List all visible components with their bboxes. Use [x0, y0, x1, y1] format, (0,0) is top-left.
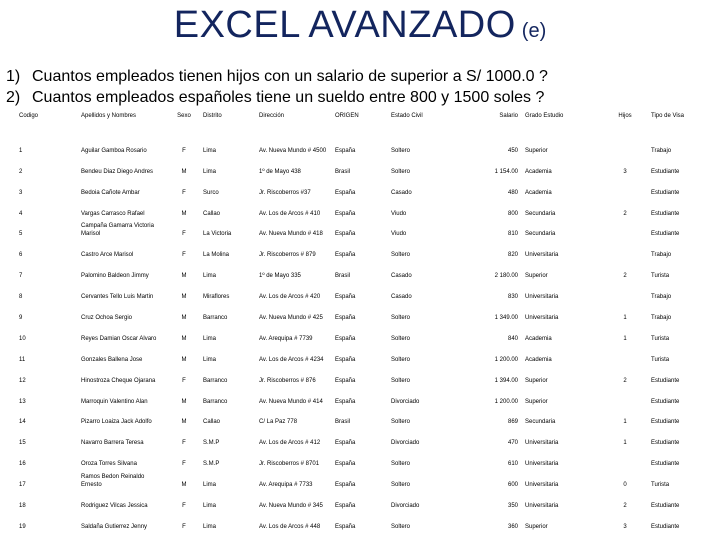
cell-estado-civil: Viudo [391, 231, 407, 238]
cell-codigo: 11 [19, 356, 26, 363]
cell-codigo: 15 [19, 440, 26, 447]
cell-apellidos-nombres: Ramos Bedon Reinaldo Ernesto [81, 474, 145, 489]
table-row [18, 406, 716, 427]
cell-direccion: Av. Nueva Mundo # 4500 [259, 147, 327, 154]
cell-distrito: Lima [203, 335, 217, 342]
header-distrito: Distrito [203, 113, 222, 119]
cell-grado-estudio: Universitaria [525, 482, 559, 489]
cell-origen: Brasil [335, 273, 351, 280]
cell-salario: 350 [507, 503, 518, 510]
cell-grado-estudio: Universitaria [525, 252, 559, 259]
cell-distrito: Callao [203, 419, 221, 426]
question-number: 1) [6, 68, 21, 85]
cell-apellidos-nombres: Cervantes Tello Luis Martin [81, 294, 154, 301]
table-row [18, 468, 716, 489]
cell-apellidos-nombres: Hinostroza Cheque Ojarana [81, 377, 156, 384]
table-row [18, 510, 716, 531]
table-header-row [18, 112, 716, 134]
cell-hijos [600, 218, 650, 239]
cell-hijos: 3 [623, 523, 627, 530]
cell-distrito: Barranco [203, 377, 228, 384]
cell-direccion: Jr. Riscoberros #37 [259, 189, 311, 196]
cell-hijos [600, 343, 650, 364]
cell-sexo: M [181, 315, 187, 322]
employee-table [18, 112, 716, 531]
table-row [18, 489, 716, 510]
cell-codigo: 5 [19, 231, 23, 238]
cell-hijos: 0 [623, 482, 627, 489]
cell-tipo-visa: Trabajo [651, 315, 672, 322]
cell-salario: 1 200.00 [494, 356, 518, 363]
cell-origen: Brasil [335, 419, 351, 426]
table-row [18, 343, 716, 364]
cell-origen: España [335, 398, 356, 405]
cell-codigo: 4 [19, 210, 23, 217]
question-text: Cuantos empleados españoles tiene un sueldo entre 800 y 1500 soles ? [32, 89, 545, 106]
cell-apellidos-nombres: Campaña Gamarra Victoria Marisol [81, 223, 154, 238]
cell-direccion: Av. Los de Arcos # 420 [259, 294, 321, 301]
cell-hijos [600, 134, 650, 155]
cell-tipo-visa: Estudiante [651, 168, 680, 175]
cell-direccion: Av. Los de Arcos # 4234 [259, 356, 324, 363]
cell-grado-estudio: Academia [525, 356, 552, 363]
cell-direccion: Jr. Riscoberros # 879 [259, 252, 316, 259]
cell-tipo-visa: Estudiante [651, 377, 680, 384]
table-row [18, 155, 716, 176]
cell-distrito: Surco [203, 189, 219, 196]
cell-tipo-visa: Estudiante [651, 398, 680, 405]
cell-estado-civil: Soltero [391, 147, 411, 154]
cell-apellidos-nombres: Saldaña Gutierrez Jenny [81, 523, 148, 530]
cell-hijos [600, 176, 650, 197]
cell-codigo: 1 [19, 147, 23, 154]
cell-estado-civil: Divorciado [391, 503, 420, 510]
cell-estado-civil: Soltero [391, 523, 411, 530]
table-row [18, 218, 716, 239]
cell-distrito: Barranco [203, 315, 228, 322]
table-row [18, 301, 716, 322]
cell-grado-estudio: Superior [525, 377, 548, 384]
cell-tipo-visa: Trabajo [651, 147, 672, 154]
table-row [18, 385, 716, 406]
cell-apellidos-nombres: Marroquin Valentino Alan [81, 398, 148, 405]
cell-hijos: 2 [623, 503, 627, 510]
cell-origen: España [335, 315, 356, 322]
table-row [18, 447, 716, 468]
cell-codigo: 14 [19, 419, 26, 426]
cell-sexo: F [182, 503, 186, 510]
cell-distrito: Lima [203, 356, 217, 363]
cell-apellidos-nombres: Bedoia Cañote Ambar [81, 189, 140, 196]
cell-estado-civil: Soltero [391, 419, 411, 426]
cell-direccion: C/ La Paz 778 [259, 419, 298, 426]
cell-estado-civil: Soltero [391, 482, 411, 489]
cell-hijos [600, 385, 650, 406]
cell-salario: 2 180.00 [494, 273, 518, 280]
table-row [18, 197, 716, 218]
cell-tipo-visa: Estudiante [651, 440, 680, 447]
cell-salario: 830 [507, 294, 518, 301]
cell-direccion: Av. Nueva Mundo # 345 [259, 503, 323, 510]
cell-estado-civil: Soltero [391, 168, 411, 175]
cell-apellidos-nombres: Palomino Baldeon Jimmy [81, 273, 149, 280]
cell-sexo: M [181, 482, 187, 489]
cell-estado-civil: Casado [391, 189, 412, 196]
cell-direccion: Jr. Riscoberros # 876 [259, 377, 316, 384]
cell-distrito: Lima [203, 273, 217, 280]
table-body [18, 134, 716, 531]
question-item [6, 87, 716, 108]
cell-codigo: 8 [19, 294, 23, 301]
cell-salario: 1 394.00 [494, 377, 518, 384]
cell-apellidos-nombres: Bendeu Diaz Diego Andres [81, 168, 154, 175]
cell-direccion: Av. Los de Arcos # 448 [259, 523, 321, 530]
cell-distrito: Lima [203, 523, 217, 530]
cell-sexo: M [181, 294, 187, 301]
cell-hijos: 2 [623, 210, 627, 217]
cell-distrito: Lima [203, 147, 217, 154]
cell-salario: 600 [507, 482, 518, 489]
cell-codigo: 19 [19, 523, 26, 530]
cell-sexo: F [182, 377, 186, 384]
cell-grado-estudio: Academia [525, 335, 552, 342]
cell-grado-estudio: Secundaria [525, 210, 556, 217]
header-grado-estudio: Grado Estudio [525, 113, 564, 119]
cell-estado-civil: Soltero [391, 252, 411, 259]
cell-sexo: M [181, 210, 187, 217]
cell-direccion: Av. Los de Arcos # 412 [259, 440, 321, 447]
header-codigo: Codigo [19, 113, 39, 119]
cell-apellidos-nombres: Aguilar Gamboa Rosario [81, 147, 147, 154]
header-estado-civil: Estado Civil [391, 113, 423, 119]
cell-salario: 480 [507, 189, 518, 196]
cell-sexo: F [182, 147, 186, 154]
cell-salario: 869 [507, 419, 518, 426]
cell-grado-estudio: Secundaria [525, 231, 556, 238]
cell-distrito: Miraflores [203, 294, 230, 301]
cell-sexo: F [182, 231, 186, 238]
header-origen: ORIGEN [335, 113, 359, 119]
table-row [18, 322, 716, 343]
cell-hijos: 1 [623, 419, 627, 426]
cell-distrito: Lima [203, 168, 217, 175]
cell-origen: España [335, 503, 356, 510]
cell-direccion: Av. Los de Arcos # 410 [259, 210, 321, 217]
header-sexo: Sexo [177, 113, 191, 119]
cell-estado-civil: Soltero [391, 377, 411, 384]
cell-origen: España [335, 189, 356, 196]
cell-grado-estudio: Universitaria [525, 315, 559, 322]
cell-tipo-visa: Trabajo [651, 294, 672, 301]
cell-tipo-visa: Estudiante [651, 503, 680, 510]
table-row [18, 238, 716, 259]
cell-grado-estudio: Universitaria [525, 440, 559, 447]
cell-direccion: 1º de Mayo 438 [259, 168, 301, 175]
header-apellidos-nombres: Apellidos y Nombres [81, 113, 137, 119]
cell-distrito: La Victoria [203, 231, 232, 238]
cell-tipo-visa: Estudiante [651, 523, 680, 530]
cell-sexo: M [181, 356, 187, 363]
cell-origen: España [335, 482, 356, 489]
cell-apellidos-nombres: Reyes Damian Oscar Alvaro [81, 335, 157, 342]
cell-tipo-visa: Turista [651, 356, 670, 363]
cell-hijos: 1 [623, 335, 627, 342]
cell-tipo-visa: Estudiante [651, 210, 680, 217]
cell-distrito: Barranco [203, 398, 228, 405]
cell-hijos: 2 [623, 273, 627, 280]
cell-origen: España [335, 294, 356, 301]
table-row [18, 176, 716, 197]
cell-distrito: Lima [203, 482, 217, 489]
cell-estado-civil: Divorciado [391, 398, 420, 405]
cell-sexo: M [181, 335, 187, 342]
header-salario: Salario [499, 113, 518, 119]
cell-codigo: 13 [19, 398, 26, 405]
table-row [18, 426, 716, 447]
cell-tipo-visa: Turista [651, 335, 670, 342]
cell-apellidos-nombres: Gonzales Ballena Jose [81, 356, 143, 363]
cell-grado-estudio: Superior [525, 147, 548, 154]
cell-distrito: Callao [203, 210, 221, 217]
cell-codigo: 12 [19, 377, 26, 384]
cell-estado-civil: Soltero [391, 356, 411, 363]
page-title [0, 4, 720, 47]
cell-hijos [600, 280, 650, 301]
cell-tipo-visa: Trabajo [651, 252, 672, 259]
question-number: 2) [6, 89, 21, 106]
cell-origen: España [335, 440, 356, 447]
cell-hijos: 1 [623, 315, 627, 322]
cell-estado-civil: Casado [391, 273, 412, 280]
cell-codigo: 3 [19, 189, 23, 196]
cell-salario: 810 [507, 231, 518, 238]
table-row [18, 259, 716, 280]
cell-apellidos-nombres: Pizarro Loaiza Jack Adolfo [81, 419, 152, 426]
cell-salario: 450 [507, 147, 518, 154]
cell-sexo: F [182, 523, 186, 530]
cell-distrito: S.M.P [203, 461, 220, 468]
cell-tipo-visa: Estudiante [651, 461, 680, 468]
question-item [6, 66, 716, 87]
cell-apellidos-nombres: Cruz Ochoa Sergio [81, 315, 133, 322]
cell-estado-civil: Casado [391, 294, 412, 301]
cell-hijos: 3 [623, 168, 627, 175]
cell-origen: España [335, 377, 356, 384]
cell-tipo-visa: Estudiante [651, 419, 680, 426]
cell-origen: España [335, 252, 356, 259]
cell-grado-estudio: Universitaria [525, 503, 559, 510]
cell-salario: 1 349.00 [494, 315, 518, 322]
cell-codigo: 16 [19, 461, 26, 468]
cell-origen: España [335, 231, 356, 238]
cell-tipo-visa: Estudiante [651, 189, 680, 196]
cell-grado-estudio: Universitaria [525, 294, 559, 301]
cell-hijos [600, 447, 650, 468]
cell-tipo-visa: Estudiante [651, 231, 680, 238]
title-main: EXCEL AVANZADO [173, 4, 516, 46]
cell-origen: España [335, 356, 356, 363]
cell-direccion: Av. Arequipa # 7739 [259, 335, 313, 342]
question-list [6, 66, 716, 108]
cell-hijos [600, 238, 650, 259]
header-tipo-visa: Tipo de Visa [651, 113, 685, 119]
table-row [18, 134, 716, 155]
cell-grado-estudio: Superior [525, 273, 548, 280]
cell-tipo-visa: Turista [651, 482, 670, 489]
cell-direccion: Jr. Riscoberros # 8701 [259, 461, 320, 468]
table-row [18, 280, 716, 301]
cell-apellidos-nombres: Rodriguez Vilcas Jessica [81, 503, 148, 510]
cell-sexo: M [181, 168, 187, 175]
cell-tipo-visa: Turista [651, 273, 670, 280]
cell-codigo: 6 [19, 252, 23, 259]
cell-grado-estudio: Academia [525, 168, 552, 175]
title-subtitle: (e) [521, 20, 547, 42]
cell-hijos: 2 [623, 377, 627, 384]
cell-direccion: Av. Nueva Mundo # 425 [259, 315, 323, 322]
cell-estado-civil: Soltero [391, 461, 411, 468]
cell-codigo: 10 [19, 335, 26, 342]
cell-codigo: 17 [19, 482, 26, 489]
header-hijos: Hijos [618, 113, 632, 119]
cell-sexo: M [181, 419, 187, 426]
cell-codigo: 18 [19, 503, 26, 510]
cell-salario: 470 [507, 440, 518, 447]
cell-direccion: Av. Nueva Mundo # 418 [259, 231, 323, 238]
cell-hijos: 1 [623, 440, 627, 447]
cell-distrito: La Molina [203, 252, 230, 259]
cell-direccion: Av. Arequipa # 7733 [259, 482, 313, 489]
cell-apellidos-nombres: Navarro Barrera Teresa [81, 440, 144, 447]
cell-apellidos-nombres: Vargas Carrasco Rafael [81, 210, 145, 217]
cell-grado-estudio: Superior [525, 523, 548, 530]
cell-sexo: M [181, 398, 187, 405]
cell-codigo: 9 [19, 315, 23, 322]
cell-salario: 610 [507, 461, 518, 468]
cell-grado-estudio: Academia [525, 189, 552, 196]
cell-origen: España [335, 461, 356, 468]
cell-sexo: F [182, 440, 186, 447]
cell-direccion: 1º de Mayo 335 [259, 273, 301, 280]
cell-sexo: M [181, 273, 187, 280]
cell-origen: España [335, 210, 356, 217]
cell-estado-civil: Soltero [391, 315, 411, 322]
table-row [18, 364, 716, 385]
cell-grado-estudio: Superior [525, 398, 548, 405]
cell-estado-civil: Divorciado [391, 440, 420, 447]
cell-codigo: 7 [19, 273, 23, 280]
cell-sexo: F [182, 461, 186, 468]
cell-origen: España [335, 523, 356, 530]
cell-codigo: 2 [19, 168, 23, 175]
cell-salario: 840 [507, 335, 518, 342]
cell-salario: 360 [507, 523, 518, 530]
cell-sexo: F [182, 252, 186, 259]
cell-distrito: Lima [203, 503, 217, 510]
cell-salario: 1 154.00 [494, 168, 518, 175]
cell-distrito: S.M.P [203, 440, 220, 447]
question-text: Cuantos empleados tienen hijos con un salario de superior a S/ 1000.0 ? [32, 68, 548, 85]
cell-origen: España [335, 147, 356, 154]
cell-apellidos-nombres: Castro Arce Marisol [81, 252, 134, 259]
header-direccion: Dirección [259, 113, 285, 119]
cell-salario: 800 [507, 210, 518, 217]
cell-origen: España [335, 335, 356, 342]
cell-estado-civil: Soltero [391, 335, 411, 342]
cell-grado-estudio: Universitaria [525, 461, 559, 468]
cell-salario: 1 200.00 [494, 398, 518, 405]
cell-origen: Brasil [335, 168, 351, 175]
cell-grado-estudio: Secundaria [525, 419, 556, 426]
cell-sexo: F [182, 189, 186, 196]
cell-direccion: Av. Nueva Mundo # 414 [259, 398, 323, 405]
cell-estado-civil: Viudo [391, 210, 407, 217]
cell-salario: 820 [507, 252, 518, 259]
cell-apellidos-nombres: Oroza Torres Silvana [81, 461, 137, 468]
